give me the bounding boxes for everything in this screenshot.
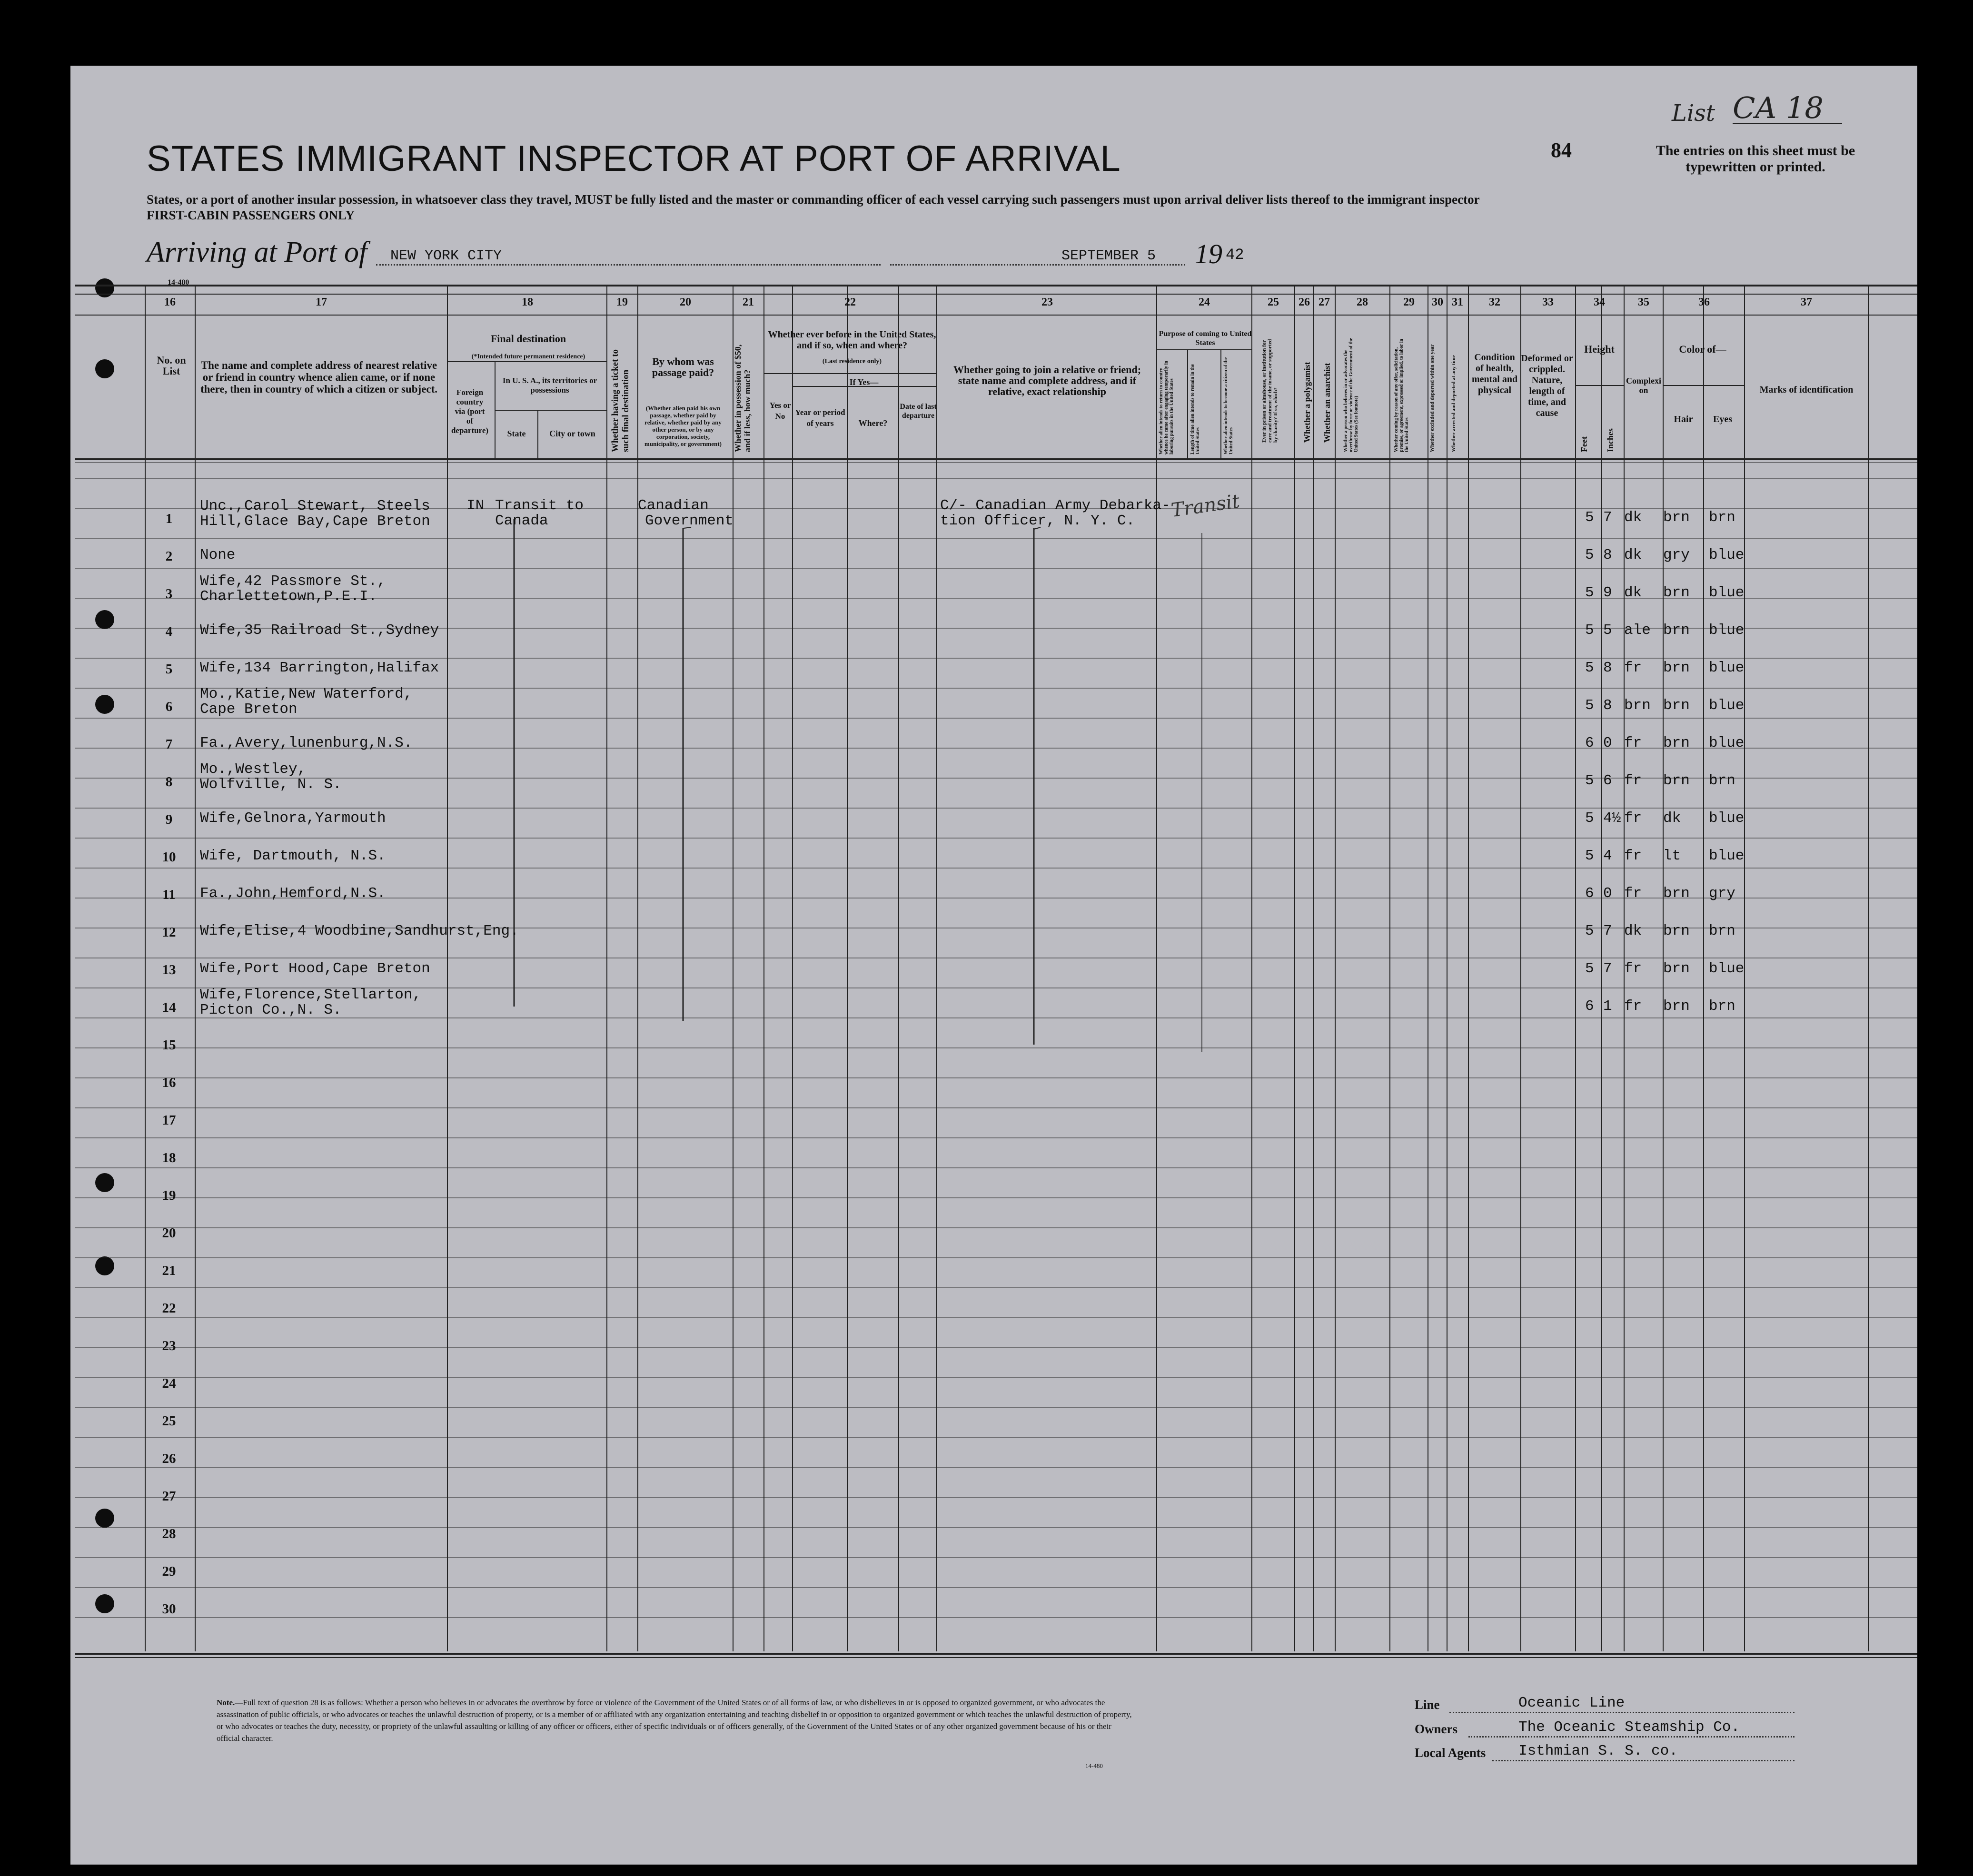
column-number: 36	[1698, 296, 1710, 308]
list-value: CA 18	[1733, 90, 1824, 125]
row-height-inches: 8	[1603, 660, 1612, 676]
header-before-in-us: Whether ever before in the United States, and if so, when and where?	[768, 329, 936, 351]
row-number: 8	[165, 774, 173, 790]
row-number: 17	[162, 1113, 176, 1128]
row-eye-color: blue	[1709, 735, 1745, 751]
footnote-label: Note.	[217, 1698, 235, 1707]
row-number: 27	[162, 1489, 176, 1504]
column-number: 33	[1542, 296, 1554, 308]
row-height-feet: 5	[1585, 960, 1594, 977]
row-eye-color: blue	[1709, 622, 1745, 639]
form-code-top: 14-480	[168, 278, 189, 286]
row-complexion: fr	[1624, 810, 1642, 827]
row1-join-line2: tion Officer, N. Y. C.	[940, 513, 1135, 529]
row-hair-color: brn	[1663, 885, 1690, 902]
header-before-note: (Last residence only)	[822, 358, 882, 365]
header-yes-no: Yes or No	[769, 401, 791, 421]
row-number: 6	[165, 699, 173, 714]
row-complexion: fr	[1624, 960, 1642, 977]
row-number: 30	[162, 1601, 176, 1617]
row-eye-color: brn	[1709, 923, 1735, 939]
header-usa: In U. S. A., its territories or possessions	[502, 376, 597, 395]
column-number: 27	[1319, 296, 1330, 308]
header-health: Condition of health, mental and physical	[1471, 352, 1518, 395]
column-number: 20	[680, 296, 691, 308]
header-state: State	[507, 429, 526, 438]
header-q28: Whether a person who believes in or advocates the overthrow by force or violence of the Government of the United States (See footnote)	[1343, 338, 1359, 452]
header-marks: Marks of identification	[1759, 385, 1854, 395]
row-hair-color: brn	[1663, 660, 1690, 676]
row-relative-line2: Charlettetown,P.E.I.	[200, 588, 377, 605]
owners-value: The Oceanic Steamship Co.	[1518, 1719, 1740, 1736]
row-hair-color: brn	[1663, 622, 1690, 639]
row-relative-line2: Picton Co.,N. S.	[200, 1002, 342, 1018]
row-eye-color: blue	[1709, 848, 1745, 864]
row-number: 25	[162, 1413, 176, 1429]
column-number: 32	[1489, 296, 1500, 308]
row-number: 26	[162, 1451, 176, 1466]
row-number: 13	[162, 962, 176, 977]
row-number: 19	[162, 1188, 176, 1203]
year-prefix: 19	[1195, 238, 1222, 269]
footnote-text: —Full text of question 28 is as follows: Whether a person who believes in or advocates the overthrow by force or violence of the Government of the United States or of all forms of law, or who disbelieves in or is opposed to organized government, or who advocates the assassination of public officials, or who advocates or teaches the unlawful destruction of property, or is a member of or affiliated with any organization entertaining and teaching disbelief in or opposition to organized government or which teaches the unlawful destruction of property, or who advocates or teaches the duty, necessity, or propriety of the unlawful assaulting or killing of any officer or officers, either of specific individuals or of officers generally, of the Government of the United States or of any other organized government because of his or their official character.	[217, 1698, 1132, 1743]
row-relative-line2: Wolfville, N. S.	[200, 776, 342, 793]
header-foreign-country: Foreign country via (port of departure)	[451, 388, 489, 435]
row-relative-line1: Mo.,Westley,	[200, 761, 307, 778]
header-purpose: Purpose of coming to United States	[1159, 330, 1252, 347]
row-eye-color: blue	[1709, 697, 1745, 714]
row-relative-line1: Wife,35 Railroad St.,Sydney	[200, 622, 439, 639]
row-height-feet: 6	[1585, 735, 1594, 751]
row-number: 22	[162, 1301, 176, 1316]
row-number: 4	[165, 624, 173, 639]
header-deformed: Deformed or crippled. Nature, length of time, and cause	[1521, 353, 1573, 418]
date-value: SEPTEMBER 5	[1061, 248, 1156, 264]
row1-paid-line1: Canadian	[638, 497, 709, 514]
header-color-of: Color of—	[1679, 343, 1726, 355]
row-eye-color: brn	[1709, 998, 1735, 1015]
column-number: 18	[522, 296, 533, 308]
column-number: 34	[1594, 296, 1605, 308]
row-height-feet: 5	[1585, 547, 1594, 563]
column-number: 37	[1801, 296, 1812, 308]
row-number: 29	[162, 1564, 176, 1579]
row-height-feet: 5	[1585, 772, 1594, 789]
row-height-inches: 5	[1603, 622, 1612, 639]
row-number: 20	[162, 1225, 176, 1241]
row-hair-color: brn	[1663, 960, 1690, 977]
row-height-inches: 0	[1603, 885, 1612, 902]
line-label: Line	[1415, 1698, 1440, 1712]
list-label: List	[1672, 100, 1715, 127]
line-underline	[1449, 1712, 1795, 1713]
row-height-feet: 5	[1585, 509, 1594, 526]
header-final-destination-note: (*Intended future permanent residence)	[471, 353, 585, 360]
row-height-feet: 5	[1585, 622, 1594, 639]
row-relative-line1: Wife,Elise,4 Woodbine,Sandhurst,Eng.	[200, 923, 519, 939]
row-relative-line1: Wife,134 Barrington,Halifax	[200, 660, 439, 676]
header-fifty-dollars: Whether in possession of $50, and if less, how much?	[733, 344, 752, 452]
row-eye-color: blue	[1709, 660, 1745, 676]
row-height-feet: 5	[1585, 848, 1594, 864]
row-relative-line2: Hill,Glace Bay,Cape Breton	[200, 513, 430, 530]
header-where: Where?	[858, 418, 888, 428]
row1-paid-line2: Government	[645, 513, 734, 529]
row-hair-color: dk	[1663, 810, 1681, 827]
row-complexion: brn	[1624, 697, 1651, 714]
row-relative-line1: Wife,Florence,Stellarton,	[200, 987, 422, 1003]
row-complexion: dk	[1624, 509, 1642, 526]
row-number: 10	[162, 849, 176, 865]
arriving-label: Arriving at Port of	[147, 236, 367, 268]
row-hair-color: gry	[1663, 547, 1690, 563]
header-date-departure: Date of last departure	[900, 403, 937, 420]
row-number: 7	[165, 737, 173, 752]
header-q30: Whether excluded and deported within one year	[1429, 344, 1435, 452]
header-city: City or town	[549, 429, 595, 438]
row-number: 14	[162, 1000, 176, 1015]
row-height-feet: 5	[1585, 584, 1594, 601]
row1-dest-line1: Transit to	[495, 497, 584, 514]
row-complexion: dk	[1624, 547, 1642, 563]
row-complexion: fr	[1624, 885, 1642, 902]
line-value: Oceanic Line	[1518, 1695, 1625, 1711]
row-hair-color: brn	[1663, 998, 1690, 1015]
row-number: 1	[165, 511, 173, 526]
row-complexion: fr	[1624, 660, 1642, 676]
column-number: 29	[1403, 296, 1415, 308]
row1-dest-line2: Canada	[495, 513, 548, 529]
row-hair-color: brn	[1663, 584, 1690, 601]
row-number: 15	[162, 1037, 176, 1053]
column-number: 35	[1638, 296, 1649, 308]
row-eye-color: gry	[1709, 885, 1735, 902]
header-eyes: Eyes	[1713, 414, 1732, 425]
header-prison: Ever in prison or almshouse, or institution for care and treatment of the insane, or supported by charity? If so, which?	[1261, 339, 1279, 443]
row-number: 9	[165, 812, 173, 827]
header-feet: Feet	[1579, 436, 1589, 452]
form-code-bottom: 14-480	[1085, 1762, 1103, 1769]
header-anarchist: Whether an anarchist	[1322, 363, 1332, 443]
owners-underline	[1468, 1736, 1795, 1738]
header-hair: Hair	[1674, 414, 1693, 425]
row-height-feet: 5	[1585, 810, 1594, 827]
row-eye-color: blue	[1709, 960, 1745, 977]
header-purpose-c: Whether alien intends to become a citizen of the United States	[1223, 357, 1234, 454]
row-height-feet: 5	[1585, 697, 1594, 714]
instructions-line2: FIRST-CABIN PASSENGERS ONLY	[147, 208, 355, 222]
page-number: 84	[1551, 138, 1572, 162]
row-relative-line1: Wife,42 Passmore St.,	[200, 573, 386, 590]
column-number: 17	[316, 296, 327, 308]
row-complexion: fr	[1624, 735, 1642, 751]
column-number: 16	[164, 296, 176, 308]
row-complexion: fr	[1624, 772, 1642, 789]
form-title: STATES IMMIGRANT INSPECTOR AT PORT OF ARRIVAL	[147, 138, 1121, 179]
year-suffix: 42	[1226, 246, 1244, 264]
row-number: 11	[162, 887, 176, 902]
row-hair-color: lt	[1663, 848, 1681, 864]
header-join-relative: Whether going to join a relative or friend; state name and complete address, and if relative, exact relationship	[953, 364, 1141, 397]
row-hair-color: brn	[1663, 697, 1690, 714]
column-number: 30	[1432, 296, 1443, 308]
port-value: NEW YORK CITY	[390, 248, 502, 264]
row-height-inches: 7	[1603, 923, 1612, 939]
agents-value: Isthmian S. S. co.	[1518, 1743, 1678, 1759]
typewritten-notice: The entries on this sheet must be typewritten or printed.	[1656, 143, 1855, 175]
column-number: 25	[1268, 296, 1279, 308]
header-ticket: Whether having a ticket to such final destination	[610, 349, 631, 452]
row1-foreign: IN	[466, 497, 485, 514]
column-number: 28	[1357, 296, 1368, 308]
column-number: 19	[616, 296, 628, 308]
row-height-inches: 8	[1603, 547, 1612, 563]
row-relative-line1: None	[200, 547, 236, 563]
row-height-feet: 6	[1585, 885, 1594, 902]
row-height-feet: 5	[1585, 660, 1594, 676]
column-number: 26	[1299, 296, 1310, 308]
row-complexion: fr	[1624, 848, 1642, 864]
row-complexion: dk	[1624, 584, 1642, 601]
row-hair-color: brn	[1663, 509, 1690, 526]
row-height-inches: 0	[1603, 735, 1612, 751]
header-height: Height	[1584, 343, 1615, 355]
row-relative-line1: Fa.,Avery,lunenburg,N.S.	[200, 735, 413, 751]
header-passage-paid: By whom was passage paid?	[652, 355, 714, 378]
header-purpose-a: Whether alien intends to return to country whence he came after engaging temporarily in laboring pursuits in the United States	[1159, 361, 1174, 454]
header-q31: Whether arrested and deported at any time	[1451, 355, 1457, 452]
row1-join-line1: C/- Canadian Army Debarka-	[940, 497, 1170, 514]
row-number: 5	[165, 662, 173, 677]
row-eye-color: brn	[1709, 509, 1735, 526]
row-hair-color: brn	[1663, 735, 1690, 751]
header-no-on-list: No. on List	[157, 354, 186, 377]
row-relative-line1: Wife, Dartmouth, N.S.	[200, 848, 386, 864]
row-height-inches: 8	[1603, 697, 1612, 714]
row-height-inches: 4	[1603, 848, 1612, 864]
row-complexion: ale	[1624, 622, 1651, 639]
row1-purpose-note: Transit	[1170, 490, 1241, 522]
row-hair-color: brn	[1663, 772, 1690, 789]
row-eye-color: blue	[1709, 810, 1745, 827]
column-number: 21	[743, 296, 754, 308]
row-complexion: dk	[1624, 923, 1642, 939]
header-inches: Inches	[1606, 428, 1615, 452]
footnote-q28	[217, 1697, 1135, 1744]
owners-label: Owners	[1415, 1722, 1457, 1736]
row-relative-line1: Fa.,John,Hemford,N.S.	[200, 885, 386, 902]
header-relative: The name and complete address of nearest relative or friend in country whence alien came, or if none there, then in country of which a citizen or subject.	[200, 359, 438, 395]
row-height-inches: 9	[1603, 584, 1612, 601]
instructions-line1: States, or a port of another insular possession, in whatsoever class they travel, MUST be fully listed and the master or commanding officer of each vessel carrying such passengers must upon arrival deliver lists thereof to the immigrant inspector	[147, 192, 1480, 207]
row-height-inches: 6	[1603, 772, 1612, 789]
row-height-feet: 5	[1585, 923, 1594, 939]
row-eye-color: blue	[1709, 547, 1745, 563]
row-height-feet: 6	[1585, 998, 1594, 1015]
row-eye-color: brn	[1709, 772, 1735, 789]
row-relative-line2: Cape Breton	[200, 701, 297, 718]
column-number: 31	[1452, 296, 1463, 308]
row-relative-line1: Unc.,Carol Stewart, Steels	[200, 498, 430, 514]
header-complexion: Complexion	[1626, 376, 1661, 395]
agents-label: Local Agents	[1415, 1746, 1486, 1760]
row-number: 18	[162, 1150, 176, 1165]
row-number: 3	[165, 586, 173, 602]
header-polygamist: Whether a polygamist	[1302, 362, 1312, 443]
row-number: 24	[162, 1376, 176, 1391]
row-number: 23	[162, 1338, 176, 1353]
row-relative-line1: Wife,Port Hood,Cape Breton	[200, 960, 430, 977]
column-number: 24	[1199, 296, 1210, 308]
row-relative-line1: Mo.,Katie,New Waterford,	[200, 686, 413, 702]
row-number: 21	[162, 1263, 176, 1278]
agents-underline	[1492, 1760, 1795, 1761]
row-number: 2	[165, 549, 173, 564]
row-number: 28	[162, 1526, 176, 1541]
row-complexion: fr	[1624, 998, 1642, 1015]
row-number: 12	[162, 925, 176, 940]
header-year: Year or period of years	[795, 408, 845, 428]
header-purpose-b: Length of time alien intends to remain in the United States	[1190, 364, 1200, 454]
column-number: 22	[844, 296, 856, 308]
header-q29: Whether coming by reason of any offer, solicitation, promise, or agreement, expressed or implied, to labor in the United States	[1394, 338, 1409, 452]
header-final-destination: Final destination	[490, 333, 566, 345]
column-number: 23	[1041, 296, 1053, 308]
row-height-inches: 1	[1603, 998, 1612, 1015]
header-passage-paid-note: (Whether alien paid his own passage, whether paid by relative, whether paid by any other person, or by any corporation, society, municipality, or government)	[644, 405, 722, 447]
row-height-inches: 7	[1603, 509, 1612, 526]
row-hair-color: brn	[1663, 923, 1690, 939]
row-eye-color: blue	[1709, 584, 1745, 601]
row-number: 16	[162, 1075, 176, 1090]
row-height-inches: 4½	[1603, 810, 1621, 827]
row-relative-line1: Wife,Gelnora,Yarmouth	[200, 810, 386, 827]
header-if-yes: If Yes—	[849, 377, 879, 387]
row-height-inches: 7	[1603, 960, 1612, 977]
